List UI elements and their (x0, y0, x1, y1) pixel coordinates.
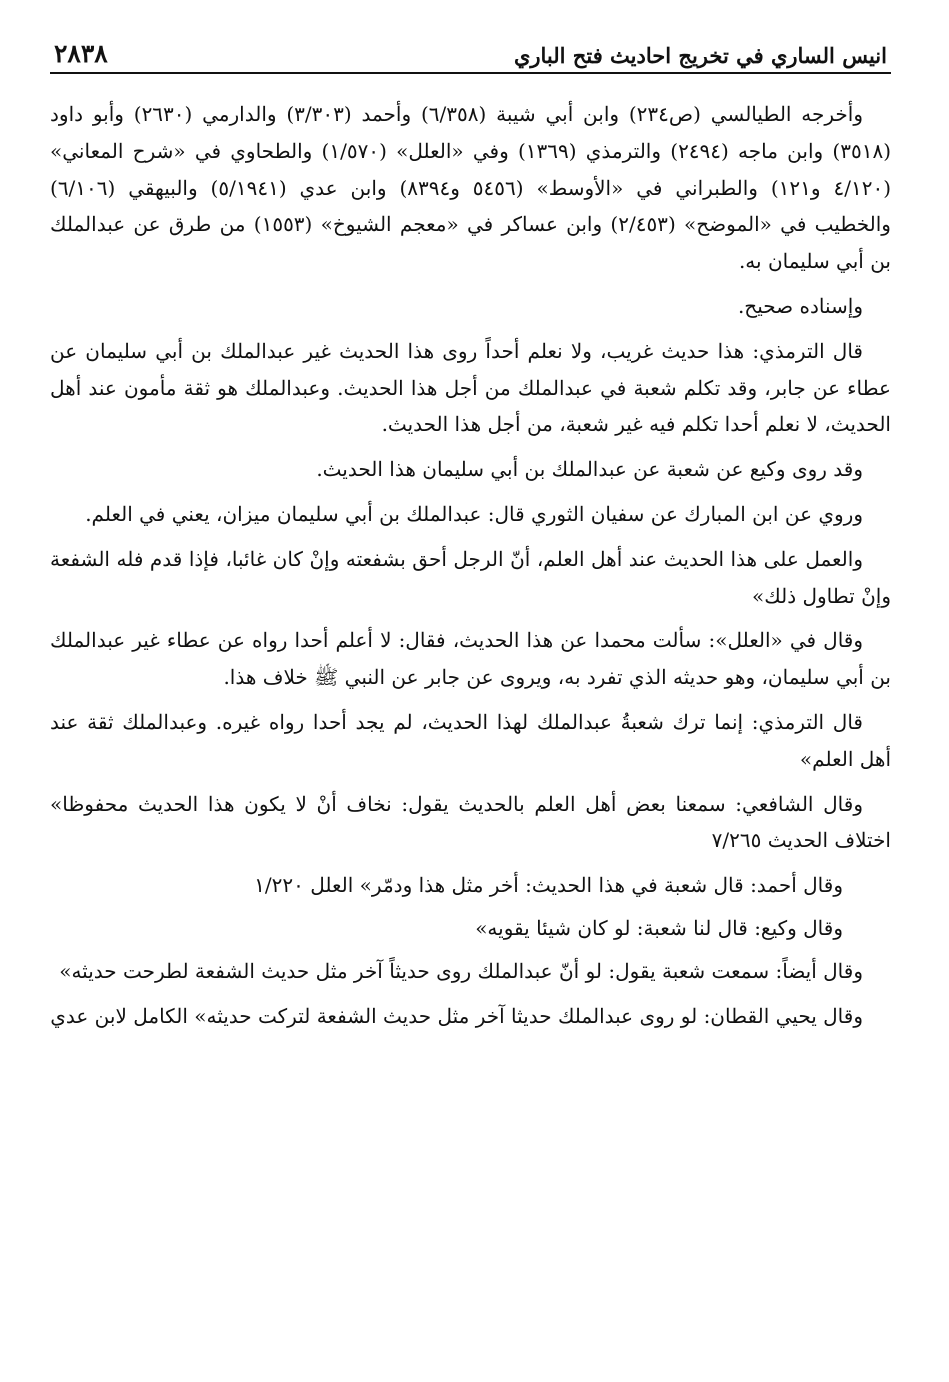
paragraph-ilal: وقال في «العلل»: سألت محمدا عن هذا الحديث، فقال: لا أعلم أحدا رواه عن عطاء غير عبدالملك بن أبي سليمان، وهو حديثه الذي تفرد به، ويروى عن جابر عن النبي ﷺ خلاف هذا. (50, 628, 891, 690)
paragraph-amal: والعمل على هذا الحديث عند أهل العلم، أنّ الرجل أحق بشفعته وإنْ كان غائبا، فإذا قدم فله الشفعة وإنْ تطاول ذلك» (50, 546, 891, 608)
paragraph-tirmidhi-2: قال الترمذي: إنما ترك شعبةُ عبدالملك لهذا الحديث، لم يجد أحدا رواه غيره. وعبدالملك ثقة عند أهل العلم» (50, 709, 891, 771)
paragraph-aydan: وقال أيضاً: سمعت شعبة يقول: لو أنّ عبدالملك روى حديثاً آخر مثل حديث الشفعة لطرحت حديثه» (59, 958, 863, 983)
header-rule (50, 72, 891, 74)
page-number: ٢٨٣٨ (54, 39, 108, 68)
paragraph-takhrij: وأخرجه الطيالسي (ص٢٣٤) وابن أبي شيبة (٦/٣٥٨) وأحمد (٣/٣٠٣) والدارمي (٢٦٣٠) وأبو داود (٣٥١٨) وابن ماجه (٢٤٩٤) والترمذي (١٣٦٩) وفي «العلل» (١/٥٧٠) والطحاوي في «شرح المعاني» (٤/١٢٠ و١٢١) والطبراني في «الأوسط» (٥٤٥٦ و٨٣٩٤) وابن عدي (٥/١٩٤١) والبيهقي (٦/١٠٦) والخطيب في «الموضح» (٢/٤٥٣) وابن عساكر في «معجم الشيوخ» (١٥٥٣) من طرق عن عبدالملك بن أبي سليمان به. (50, 102, 892, 274)
body-text (50, 96, 891, 1034)
paragraph-ibn-mubarak: وروي عن ابن المبارك عن سفيان الثوري قال: عبدالملك بن أبي سليمان ميزان، يعني في العلم. (85, 501, 863, 526)
paragraph-isnad: وإسناده صحيح. (737, 293, 863, 318)
paragraph-tirmidhi-1: قال الترمذي: هذا حديث غريب، ولا نعلم أحداً روى هذا الحديث غير عبدالملك بن أبي سليمان عن عطاء عن جابر، وقد تكلم شعبة في عبدالملك من أجل هذا الحديث. وعبدالملك هو ثقة مأمون عند أهل الحديث، لا نعلم أحدا تكلم فيه غير شعبة، من أجل هذا الحديث. (50, 338, 891, 437)
book-title: انيس الساري في تخريج احاديث فتح الباري (513, 43, 887, 68)
running-head (50, 28, 891, 72)
paragraph-qattan: وقال يحيي القطان: لو روى عبدالملك حديثا آخر مثل حديث الشفعة لتركت حديثه» الكامل لابن عدي (50, 1003, 863, 1028)
paragraph-waki-2: وقال وكيع: قال لنا شعبة: لو كان شيئا يقويه» (475, 915, 843, 940)
paragraph-shafii: وقال الشافعي: سمعنا بعض أهل العلم بالحديث يقول: نخاف أنْ لا يكون هذا الحديث محفوظا» اختلاف الحديث ٧/٢٦٥ (50, 791, 891, 853)
paragraph-ahmad: وقال أحمد: قال شعبة في هذا الحديث: أخر مثل هذا ودمّر» العلل ١/٢٢٠ (254, 873, 843, 898)
paragraph-waki: وقد روى وكيع عن شعبة عن عبدالملك بن أبي سليمان هذا الحديث. (316, 457, 863, 482)
